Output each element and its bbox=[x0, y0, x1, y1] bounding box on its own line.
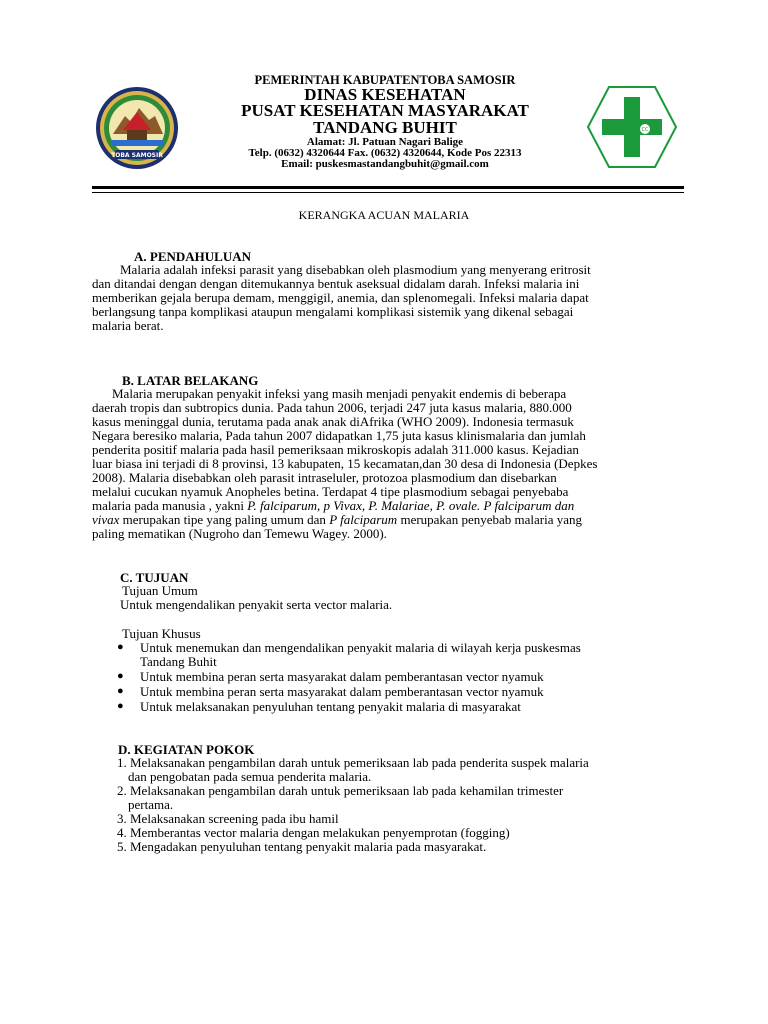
section-a-line: malaria berat. bbox=[92, 318, 164, 333]
section-b-line: Malaria merupakan penyakit infeksi yang masih menjadi penyakit endemis di beberapa bbox=[112, 386, 567, 401]
left-logo-text: TOBA SAMOSIR bbox=[111, 152, 163, 159]
section-a-line: dan ditandai dengan dengan ditemukannya bentuk aseksual didalam darah. Infeksi malaria ini bbox=[92, 276, 580, 291]
activity-item: 5. Mengadakan penyuluhan tentang penyakit malaria pada masyarakat. bbox=[117, 839, 487, 854]
email-line: Email: puskesmastandangbuhit@gmail.com bbox=[281, 158, 489, 170]
location-name: TANDANG BUHIT bbox=[313, 118, 457, 137]
government-name: PEMERINTAH KABUPATENTOBA SAMOSIR bbox=[254, 73, 516, 87]
activity-item-cont: dan pengobatan pada semua penderita malaria. bbox=[128, 769, 372, 784]
specific-goal-item: Untuk melaksanakan penyuluhan tentang penyakit malaria di masyarakat bbox=[140, 699, 521, 714]
section-b-line: penderita positif malaria pada hasil pemeriksaan mikroskopis adalah 311.000 kasus. Kejadian bbox=[92, 442, 579, 457]
specific-goal-item: Untuk menemukan dan mengendalikan penyakit malaria di wilayah kerja puskesmas bbox=[140, 640, 581, 655]
section-b-line: vivax merupakan tipe yang paling umum dan P falciparum merupakan penyebab malaria yang bbox=[92, 512, 583, 527]
activity-item: 3. Melaksanakan screening pada ibu hamil bbox=[117, 811, 339, 826]
section-b-line: paling mematikan (Nugroho dan Temewu Wagey. 2000). bbox=[92, 526, 387, 541]
institution-name: PUSAT KESEHATAN MASYARAKAT bbox=[241, 101, 529, 120]
section-b-line: 2008). Malaria disebabkan oleh parasit intraseluler, protozoa plasmodium dan disebarkan bbox=[92, 470, 557, 485]
general-goal-label: Tujuan Umum bbox=[122, 583, 198, 598]
bullet-icon: ● bbox=[117, 641, 124, 653]
specific-goal-item: Untuk membina peran serta masyarakat dalam pemberantasan vector nyamuk bbox=[140, 684, 544, 699]
section-b-line: Negara beresiko malaria, Pada tahun 2007 didapatkan 1,75 juta kasus klinismalaria dan jumlah bbox=[92, 428, 586, 443]
toba-samosir-emblem-icon bbox=[93, 86, 181, 172]
species-italic: P. falciparum, p Vivax, P. Malariae, P. ovale. P falciparum dan bbox=[247, 498, 575, 513]
section-b-line: luar biasa ini terjadi di 8 provinsi, 13 kabupaten, 15 kecamatan,dan 30 desa di Indonesia (Depkes bbox=[92, 456, 598, 471]
right-logo-text: CC bbox=[641, 127, 649, 133]
specific-goal-item: Untuk membina peran serta masyarakat dalam pemberantasan vector nyamuk bbox=[140, 669, 544, 684]
phone-line: Telp. (0632) 4320644 Fax. (0632) 4320644, Kode Pos 22313 bbox=[248, 147, 522, 159]
section-b-line: malaria pada manusia , yakni P. falciparum, p Vivax, P. Malariae, P. ovale. P falciparum dan bbox=[92, 498, 575, 513]
section-c-heading: C. TUJUAN bbox=[120, 570, 189, 585]
document-title: KERANGKA ACUAN MALARIA bbox=[298, 208, 470, 222]
header-divider-thin bbox=[92, 192, 684, 193]
bullet-icon: ● bbox=[117, 685, 124, 697]
section-a-line: Malaria adalah infeksi parasit yang disebabkan oleh plasmodium yang menyerang eritrosit bbox=[120, 262, 591, 277]
department-name: DINAS KESEHATAN bbox=[304, 85, 466, 104]
address-line: Alamat: Jl. Patuan Nagari Balige bbox=[306, 136, 464, 148]
specific-goal-item-cont: Tandang Buhit bbox=[140, 654, 217, 669]
general-goal-text: Untuk mengendalikan penyakit serta vector malaria. bbox=[120, 597, 393, 612]
section-b-line: melalui cucukan nyamuk Anopheles betina. Terdapat 4 tipe plasmodium sebagai penyebaba bbox=[92, 484, 569, 499]
activity-item-cont: pertama. bbox=[128, 797, 174, 812]
section-b-heading: B. LATAR BELAKANG bbox=[122, 373, 259, 388]
section-b-line: daerah tropis dan subtropics dunia. Pada tahun 2006, terjadi 247 juta kasus malaria, 880.000 bbox=[92, 400, 572, 415]
section-a-line: berlangsung tanpa komplikasi ataupun mengalami komplikasi sistemik yang dikenal sebagai bbox=[92, 304, 574, 319]
species-italic: vivax bbox=[92, 512, 120, 527]
section-d-heading: D. KEGIATAN POKOK bbox=[118, 742, 255, 757]
activity-item: 4. Memberantas vector malaria dengan melakukan penyemprotan (fogging) bbox=[117, 825, 510, 840]
section-a-heading: A. PENDAHULUAN bbox=[134, 249, 251, 264]
section-b-line: kasus meninggal dunia, terutama pada anak anak diAfrika (WHO 2009). Indonesia termasuk bbox=[92, 414, 574, 429]
header-divider-thick bbox=[92, 186, 684, 189]
section-a-line: memberikan gejala berupa demam, menggigil, anemia, dan splenomegali. Infeksi malaria dapat bbox=[92, 290, 589, 305]
specific-goal-label: Tujuan Khusus bbox=[122, 626, 201, 641]
species-italic: P falciparum bbox=[329, 512, 398, 527]
activity-item: 1. Melaksanakan pengambilan darah untuk pemeriksaan lab pada penderita suspek malaria bbox=[117, 755, 589, 770]
bullet-icon: ● bbox=[117, 700, 124, 712]
bullet-icon: ● bbox=[117, 670, 124, 682]
activity-item: 2. Melaksanakan pengambilan darah untuk pemeriksaan lab pada kehamilan trimester bbox=[117, 783, 564, 798]
